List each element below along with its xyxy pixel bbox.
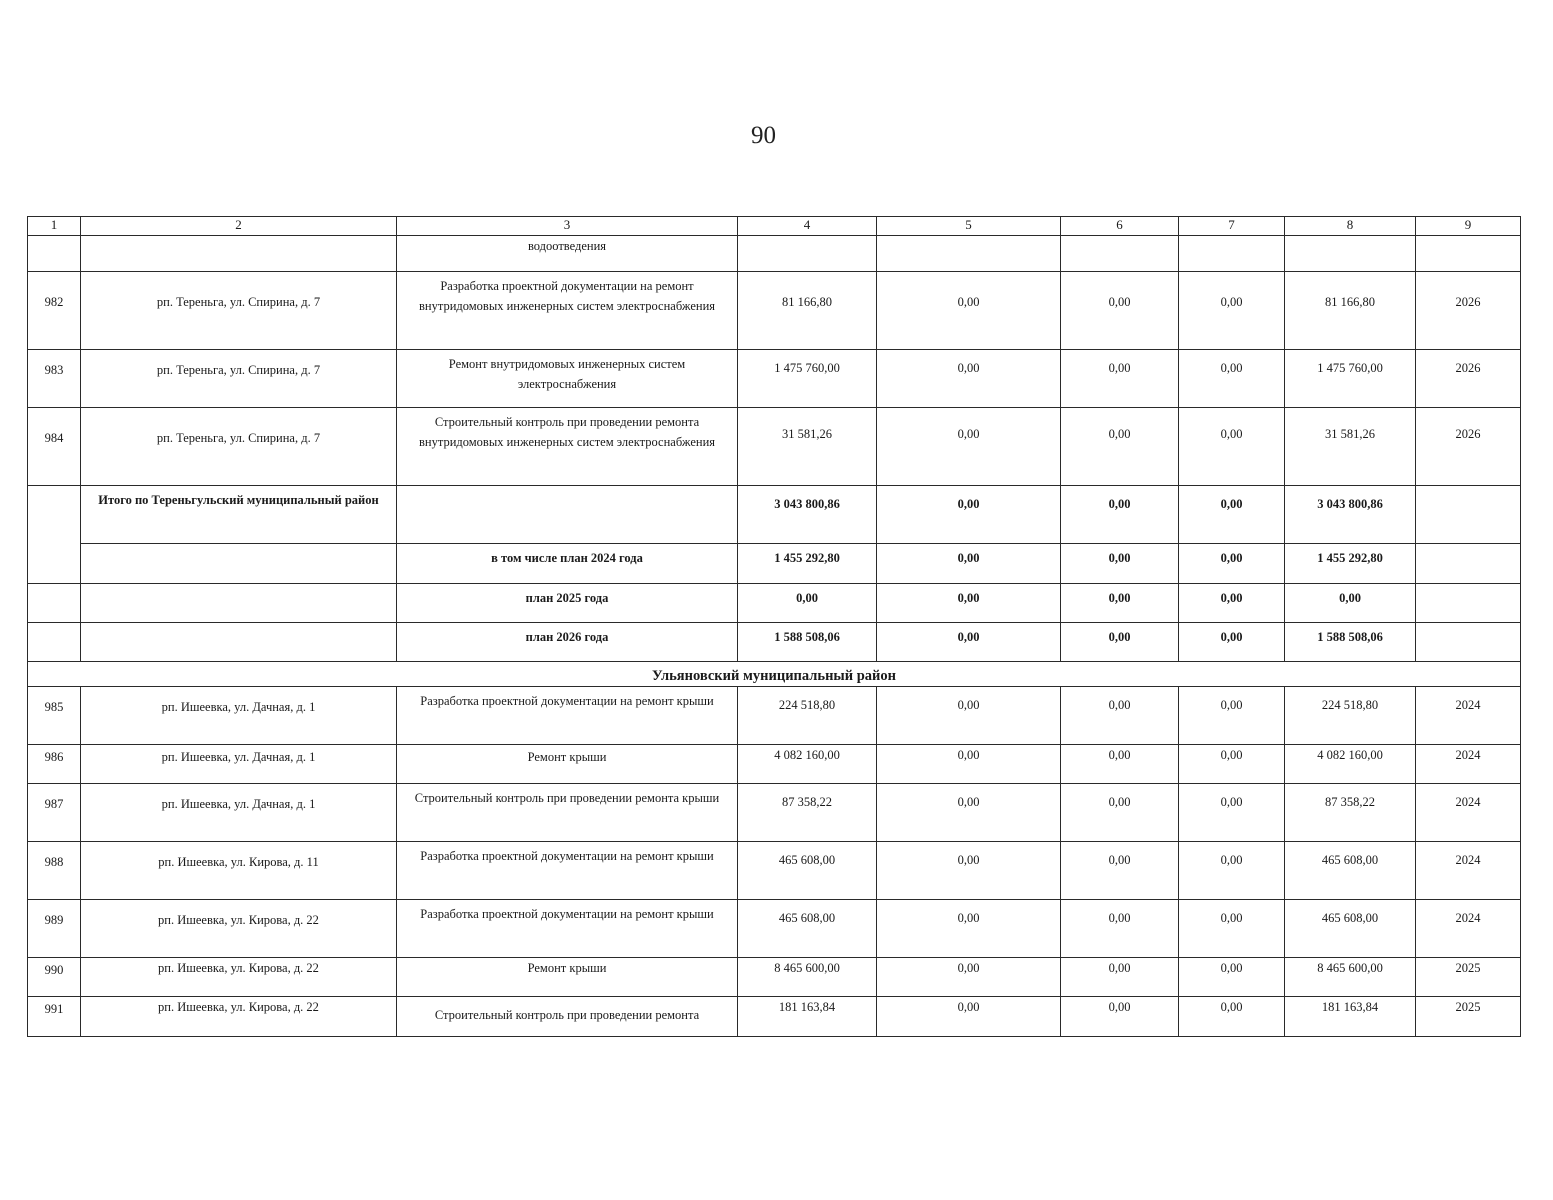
amount-cell: 87 358,22 <box>1285 784 1416 842</box>
address-cell: рп. Ишеевка, ул. Дачная, д. 1 <box>81 784 397 842</box>
row-number: 987 <box>28 784 81 842</box>
amount-cell: 465 608,00 <box>738 900 877 958</box>
amount-cell: 0,00 <box>877 350 1061 408</box>
amount-cell: 0,00 <box>1179 350 1285 408</box>
row-number: 986 <box>28 745 81 784</box>
plan-amount: 0,00 <box>877 623 1061 662</box>
work-type-cell: Ремонт крыши <box>397 745 738 784</box>
plan-amount: 0,00 <box>1285 584 1416 623</box>
year-cell <box>1416 584 1521 623</box>
work-type-cell <box>397 486 738 544</box>
work-type-cell: Разработка проектной документации на ремонт крыши <box>397 842 738 900</box>
district-total-row <box>28 486 1521 544</box>
amount-cell: 0,00 <box>1179 900 1285 958</box>
year-cell: 2026 <box>1416 408 1521 486</box>
address-cell <box>81 236 397 272</box>
amount-cell: 0,00 <box>1061 687 1179 745</box>
year-cell: 2025 <box>1416 958 1521 997</box>
amount-cell: 0,00 <box>1061 958 1179 997</box>
repair-plan-table <box>27 216 1521 1037</box>
plan-amount: 0,00 <box>1179 584 1285 623</box>
amount-cell: 1 475 760,00 <box>1285 350 1416 408</box>
amount-cell: 0,00 <box>877 842 1061 900</box>
amount-cell: 31 581,26 <box>738 408 877 486</box>
column-number: 3 <box>397 217 738 236</box>
amount-cell: 465 608,00 <box>738 842 877 900</box>
year-cell: 2024 <box>1416 900 1521 958</box>
year-cell: 2024 <box>1416 687 1521 745</box>
amount-cell: 0,00 <box>1179 842 1285 900</box>
row-number <box>28 486 81 584</box>
section-title: Ульяновский муниципальный район <box>28 662 1521 687</box>
year-cell <box>1416 236 1521 272</box>
row-number: 983 <box>28 350 81 408</box>
amount-cell <box>1285 236 1416 272</box>
row-number: 982 <box>28 272 81 350</box>
amount-cell: 0,00 <box>1061 784 1179 842</box>
plan-row <box>28 544 1521 584</box>
amount-cell: 0,00 <box>1179 272 1285 350</box>
year-cell: 2024 <box>1416 842 1521 900</box>
address-cell: рп. Тереньга, ул. Спирина, д. 7 <box>81 272 397 350</box>
amount-cell: 0,00 <box>1061 842 1179 900</box>
address-cell <box>81 584 397 623</box>
table-row <box>28 687 1521 745</box>
plan-label: план 2025 года <box>397 584 738 623</box>
amount-cell: 1 475 760,00 <box>738 350 877 408</box>
work-type-cell: водоотведения <box>397 236 738 272</box>
amount-cell: 0,00 <box>1179 997 1285 1037</box>
address-cell: рп. Ишеевка, ул. Дачная, д. 1 <box>81 687 397 745</box>
amount-cell: 8 465 600,00 <box>1285 958 1416 997</box>
address-cell: рп. Тереньга, ул. Спирина, д. 7 <box>81 408 397 486</box>
plan-amount: 0,00 <box>1061 544 1179 584</box>
plan-amount: 0,00 <box>877 584 1061 623</box>
address-cell <box>81 544 397 584</box>
row-number <box>28 236 81 272</box>
amount-cell: 0,00 <box>1179 958 1285 997</box>
amount-cell: 0,00 <box>877 900 1061 958</box>
page-number: 90 <box>751 122 776 149</box>
amount-cell: 8 465 600,00 <box>738 958 877 997</box>
table-row <box>28 997 1521 1037</box>
amount-cell: 0,00 <box>1179 687 1285 745</box>
plan-row <box>28 623 1521 662</box>
amount-cell: 0,00 <box>1061 272 1179 350</box>
amount-cell: 0,00 <box>1061 745 1179 784</box>
amount-cell: 0,00 <box>1061 997 1179 1037</box>
amount-cell: 0,00 <box>1061 350 1179 408</box>
row-number: 990 <box>28 958 81 997</box>
address-cell: рп. Тереньга, ул. Спирина, д. 7 <box>81 350 397 408</box>
plan-amount: 1 588 508,06 <box>1285 623 1416 662</box>
amount-cell: 0,00 <box>877 997 1061 1037</box>
year-cell <box>1416 486 1521 544</box>
year-cell: 2024 <box>1416 784 1521 842</box>
amount-cell: 4 082 160,00 <box>1285 745 1416 784</box>
table-row <box>28 745 1521 784</box>
total-amount: 3 043 800,86 <box>1285 486 1416 544</box>
amount-cell: 81 166,80 <box>1285 272 1416 350</box>
year-cell <box>1416 623 1521 662</box>
row-number: 991 <box>28 997 81 1037</box>
year-cell: 2025 <box>1416 997 1521 1037</box>
amount-cell: 181 163,84 <box>738 997 877 1037</box>
work-type-cell: Ремонт крыши <box>397 958 738 997</box>
table-row <box>28 900 1521 958</box>
table-row <box>28 408 1521 486</box>
total-amount: 3 043 800,86 <box>738 486 877 544</box>
amount-cell <box>738 236 877 272</box>
plan-amount: 0,00 <box>1061 584 1179 623</box>
amount-cell: 4 082 160,00 <box>738 745 877 784</box>
plan-amount: 0,00 <box>877 544 1061 584</box>
table-row <box>28 272 1521 350</box>
amount-cell: 0,00 <box>877 408 1061 486</box>
plan-amount: 0,00 <box>738 584 877 623</box>
row-number: 989 <box>28 900 81 958</box>
amount-cell: 0,00 <box>1179 745 1285 784</box>
work-type-cell: Строительный контроль при проведении ремонта <box>397 997 738 1037</box>
column-number: 5 <box>877 217 1061 236</box>
column-number: 2 <box>81 217 397 236</box>
address-cell: рп. Ишеевка, ул. Кирова, д. 22 <box>81 997 397 1037</box>
address-cell: рп. Ишеевка, ул. Кирова, д. 11 <box>81 842 397 900</box>
amount-cell <box>1179 236 1285 272</box>
work-type-cell: Ремонт внутридомовых инженерных систем электроснабжения <box>397 350 738 408</box>
amount-cell: 0,00 <box>1179 784 1285 842</box>
work-type-cell: Разработка проектной документации на ремонт внутридомовых инженерных систем электроснабжения <box>397 272 738 350</box>
table-row-continuation <box>28 236 1521 272</box>
table-row <box>28 958 1521 997</box>
table-row <box>28 842 1521 900</box>
plan-amount: 1 455 292,80 <box>738 544 877 584</box>
row-number: 988 <box>28 842 81 900</box>
plan-amount: 1 455 292,80 <box>1285 544 1416 584</box>
total-amount: 0,00 <box>877 486 1061 544</box>
column-number: 6 <box>1061 217 1179 236</box>
amount-cell <box>1061 236 1179 272</box>
address-cell: рп. Ишеевка, ул. Кирова, д. 22 <box>81 900 397 958</box>
address-cell: рп. Ишеевка, ул. Кирова, д. 22 <box>81 958 397 997</box>
plan-label: план 2026 года <box>397 623 738 662</box>
work-type-cell: Строительный контроль при проведении ремонта крыши <box>397 784 738 842</box>
amount-cell: 87 358,22 <box>738 784 877 842</box>
row-number <box>28 584 81 623</box>
year-cell <box>1416 544 1521 584</box>
address-cell: рп. Ишеевка, ул. Дачная, д. 1 <box>81 745 397 784</box>
work-type-cell: Строительный контроль при проведении ремонта внутридомовых инженерных систем электроснабжения <box>397 408 738 486</box>
row-number <box>28 623 81 662</box>
total-label: Итого по Тереньгульский муниципальный район <box>81 486 397 544</box>
amount-cell: 0,00 <box>877 745 1061 784</box>
total-amount: 0,00 <box>1061 486 1179 544</box>
table-row <box>28 784 1521 842</box>
amount-cell: 0,00 <box>1179 408 1285 486</box>
amount-cell: 0,00 <box>1061 408 1179 486</box>
amount-cell: 0,00 <box>877 687 1061 745</box>
total-amount: 0,00 <box>1179 486 1285 544</box>
amount-cell: 0,00 <box>1061 900 1179 958</box>
work-type-cell: Разработка проектной документации на ремонт крыши <box>397 687 738 745</box>
address-cell <box>81 623 397 662</box>
column-number: 1 <box>28 217 81 236</box>
amount-cell: 465 608,00 <box>1285 842 1416 900</box>
amount-cell: 0,00 <box>877 784 1061 842</box>
year-cell: 2026 <box>1416 350 1521 408</box>
plan-amount: 0,00 <box>1179 544 1285 584</box>
amount-cell: 0,00 <box>877 272 1061 350</box>
amount-cell: 181 163,84 <box>1285 997 1416 1037</box>
year-cell: 2026 <box>1416 272 1521 350</box>
plan-label: в том числе план 2024 года <box>397 544 738 584</box>
row-number: 984 <box>28 408 81 486</box>
year-cell: 2024 <box>1416 745 1521 784</box>
column-number-row <box>28 217 1521 236</box>
amount-cell: 224 518,80 <box>738 687 877 745</box>
amount-cell: 224 518,80 <box>1285 687 1416 745</box>
amount-cell: 465 608,00 <box>1285 900 1416 958</box>
column-number: 8 <box>1285 217 1416 236</box>
amount-cell: 0,00 <box>877 958 1061 997</box>
row-number: 985 <box>28 687 81 745</box>
amount-cell <box>877 236 1061 272</box>
amount-cell: 31 581,26 <box>1285 408 1416 486</box>
work-type-cell: Разработка проектной документации на ремонт крыши <box>397 900 738 958</box>
plan-row <box>28 584 1521 623</box>
plan-amount: 0,00 <box>1061 623 1179 662</box>
column-number: 7 <box>1179 217 1285 236</box>
column-number: 4 <box>738 217 877 236</box>
section-header-row <box>28 662 1521 687</box>
plan-amount: 0,00 <box>1179 623 1285 662</box>
amount-cell: 81 166,80 <box>738 272 877 350</box>
column-number: 9 <box>1416 217 1521 236</box>
plan-amount: 1 588 508,06 <box>738 623 877 662</box>
table-row <box>28 350 1521 408</box>
